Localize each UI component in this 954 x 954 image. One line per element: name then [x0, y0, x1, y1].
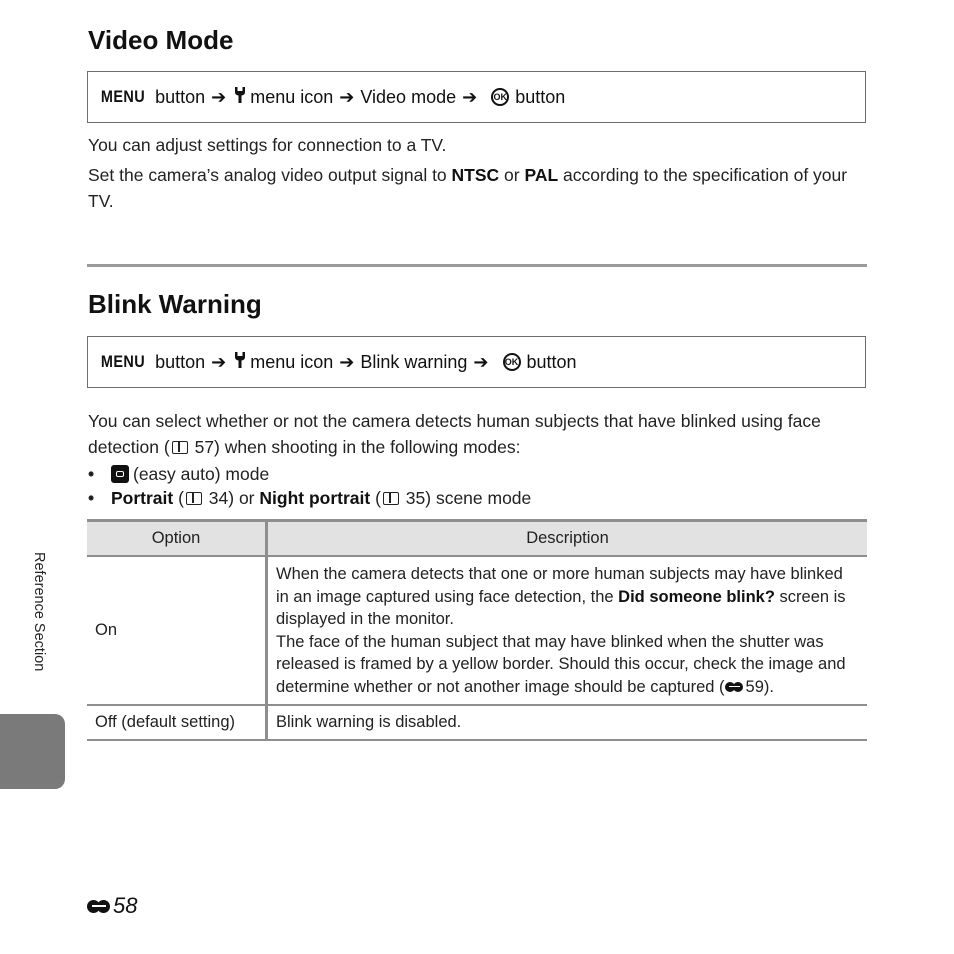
- ok-button-icon: OK: [491, 88, 509, 106]
- table-header-option: Option: [87, 521, 267, 557]
- ntsc-option: NTSC: [451, 165, 500, 185]
- path-button-text: button: [155, 86, 206, 107]
- setup-menu-icon: [234, 86, 246, 109]
- description-cell: When the camera detects that one or more human subjects may have blinked in an image captured using face detection, the Did someone blink? screen is displayed in the monitor. The face of the human subject that may have blinked when the shutter was released is framed by a yellow border. Should this occur, check the image and determine whether or not another image should be captured ( 59).: [267, 556, 868, 705]
- book-reference-icon: [383, 492, 399, 505]
- path-end-text: button: [526, 351, 577, 372]
- list-item: • (easy auto) mode: [88, 464, 270, 484]
- easy-auto-icon: [111, 465, 129, 483]
- video-mode-heading: Video Mode: [88, 25, 234, 55]
- book-reference-icon: [186, 492, 202, 505]
- reference-section-icon: [725, 680, 744, 694]
- description-cell: Blink warning is disabled.: [267, 705, 868, 740]
- book-reference-icon: [172, 441, 188, 454]
- setup-menu-icon: [234, 351, 246, 374]
- blink-warning-intro: You can select whether or not the camera detects human subjects that have blinked using face detection ( 57) when shooting in the following modes:: [88, 411, 821, 457]
- right-arrow-icon: ➔: [462, 86, 478, 107]
- menu-button-glyph: MENU: [100, 87, 146, 106]
- video-mode-menu-path: [87, 71, 866, 123]
- path-button-text: button: [155, 351, 206, 372]
- right-arrow-icon: ➔: [339, 351, 355, 372]
- blink-warning-heading: Blink Warning: [88, 289, 262, 319]
- page-number-text: 58: [113, 893, 138, 918]
- right-arrow-icon: ➔: [211, 86, 227, 107]
- sidebar-section-label: Reference Section: [31, 552, 47, 672]
- section-divider: [87, 264, 867, 267]
- path-menu-icon-text: menu icon: [250, 86, 334, 107]
- list-item: • Portrait ( 34) or Night portrait ( 35) scene mode: [88, 488, 532, 508]
- blink-warning-menu-path: [87, 336, 866, 388]
- path-end-text: button: [515, 86, 566, 107]
- ok-button-icon: OK: [503, 353, 521, 371]
- option-cell: Off (default setting): [87, 705, 267, 740]
- path-menu-icon-text: menu icon: [250, 351, 334, 372]
- option-cell: On: [87, 556, 267, 705]
- night-portrait-mode: Night portrait: [259, 488, 371, 508]
- right-arrow-icon: ➔: [339, 86, 355, 107]
- sidebar-section-tab: [0, 714, 65, 789]
- pal-option: PAL: [524, 165, 559, 185]
- path-item-text: Blink warning: [360, 351, 468, 372]
- table-header-row: [87, 521, 867, 557]
- blink-warning-options-table: [87, 519, 867, 741]
- portrait-mode: Portrait: [111, 488, 174, 508]
- video-mode-description: You can adjust settings for connection to a TV.: [88, 135, 447, 155]
- page-number: [87, 893, 137, 919]
- table-row: [87, 556, 867, 705]
- right-arrow-icon: ➔: [211, 351, 227, 372]
- path-item-text: Video mode: [360, 86, 457, 107]
- table-row: [87, 705, 867, 740]
- table-header-description: Description: [267, 521, 868, 557]
- reference-section-icon: [87, 897, 111, 915]
- video-mode-signal-text: Set the camera’s analog video output signal to NTSC or PAL according to the specification of your TV.: [88, 165, 848, 211]
- right-arrow-icon: ➔: [473, 351, 489, 372]
- menu-button-glyph: MENU: [100, 352, 146, 371]
